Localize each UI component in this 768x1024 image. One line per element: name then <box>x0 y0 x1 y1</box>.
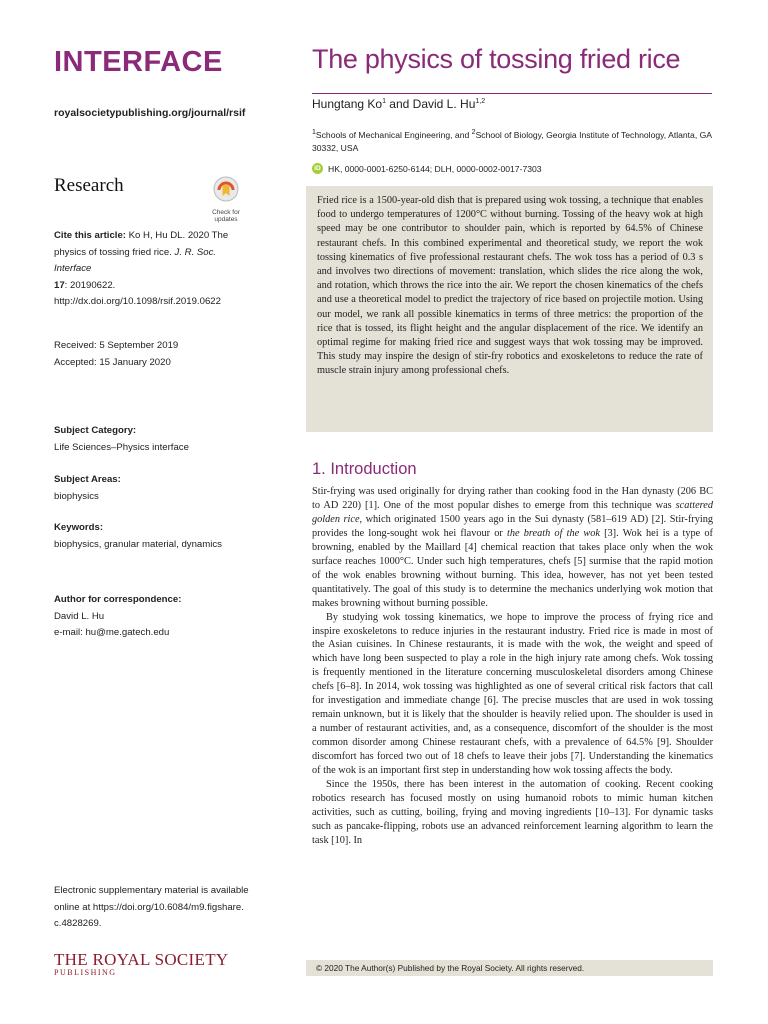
publisher-name: THE ROYAL SOCIETY <box>54 950 229 969</box>
publisher-sub: PUBLISHING <box>54 968 117 977</box>
p1-part-b: , which originated 1500 years ago in the Sui dynasty (581–619 AD) [2]. Stir-frying provides the long-sought wok hei flavour or <box>312 513 713 539</box>
affiliations <box>312 126 717 155</box>
keywords-block <box>54 520 254 553</box>
citation-journal: J. R. Soc. Interface <box>54 246 217 274</box>
p1-italic-1: scattered golden rice <box>312 499 713 525</box>
authors <box>312 97 485 111</box>
journal-logo: INTERFACE <box>54 46 223 78</box>
subject-areas-label: Subject Areas: <box>54 474 121 485</box>
author-separator: and <box>385 97 413 111</box>
esm-line-3[interactable]: c.4828269. <box>54 918 102 929</box>
article-title: The physics of tossing fried rice <box>312 44 681 74</box>
correspondence-name: David L. Hu <box>54 610 105 622</box>
check-for-updates-label <box>204 209 248 223</box>
author-2-affil: 1,2 <box>475 98 486 105</box>
orcid-line <box>312 163 542 174</box>
subject-areas-block <box>54 472 254 505</box>
section-label: Research <box>54 175 124 196</box>
correspondence-label: Author for correspondence: <box>54 594 182 605</box>
correspondence-block <box>54 592 254 642</box>
publisher-logo <box>54 950 228 977</box>
citation-article-number: : 20190622. <box>64 279 116 291</box>
intro-paragraph-2: By studying wok tossing kinematics, we hope to improve the process of frying rice and inspire exoskeletons to reduce injuries in the restaurant industry. Fried rice is made in most of the Asian cuisines. In Chinese restaurants, it is made with the wok, the weight and speed of which have long been suspected to play a role in the high injury rate among chefs. Wok tossing is frequently mentioned in the literature concerning musculoskeletal disorders among Chinese chefs [6–8]. In 2014, wok tossing was highlighted as one of several critical risk factors that call for investigation and immediate change [6]. The precise muscles that are used in wok tossing remain unknown, but it is likely that the shoulder is heavily relied upon. The shoulder is used in a number of restaurant activities, and, as a consequence, discomfort of the shoulder is the most common disorder among Chinese restaurant chefs, with a prevalence of 64.5% [9]. Shoulder discomfort has forced two out of 18 chefs to leave their jobs [7]. Understanding the kinematics of the wok is an important first step in understanding how wok tossing affects the body. <box>312 611 713 777</box>
p1-italic-2: the breath of the wok <box>507 527 600 539</box>
citation-volume: 17 <box>54 279 65 291</box>
copyright-bar: © 2020 The Author(s) Published by the Royal Society. All rights reserved. <box>306 960 713 976</box>
check-for-updates-button[interactable] <box>204 176 248 223</box>
p1-part-c: [3]. Wok hei is a type of browning, enabled by the Maillard [4] chemical reaction that takes place only when the wok surface reaches 1000°C. Under such high temperatures, chefs [5] surmise that the rapid motion of the wok enables browning without burning. This idea, however, has not yet been tested quantitatively. The goal of this study is to determine the mechanics underlying wok motion that makes browning without burning possible. <box>312 527 713 609</box>
check-for-updates-icon <box>213 176 239 202</box>
intro-paragraph-1 <box>312 485 713 611</box>
intro-paragraph-3: Since the 1950s, there has been interest in the automation of cooking. Recent cooking robotics research has focused mostly on using humanoid robots to mimic human kitchen activities, such as cutting, boiling, frying and moving ingredients [10–13]. For dynamic tasks such as pancake-flipping, robots use an advanced reinforcement learning algorithm to learn the task [10]. In <box>312 779 713 846</box>
check-for-updates-line-2: updates <box>214 216 238 223</box>
check-for-updates-line-1: Check for <box>212 209 240 216</box>
section-heading-introduction: 1. Introduction <box>312 460 417 478</box>
title-divider <box>312 93 712 94</box>
esm-line-1: Electronic supplementary material is available <box>54 885 249 896</box>
dates-block <box>54 338 254 371</box>
citation-text: Ko H, Hu DL. 2020 The physics of tossing fried rice. <box>54 230 229 258</box>
keywords: biophysics, granular material, dynamics <box>54 538 222 550</box>
p1-part-a: Stir-frying was used originally for drying rather than cooking food in the Han dynasty (206 BC to AD 220) [1]. One of the most popular dishes to emerge from this technique was <box>312 486 713 511</box>
subject-category-label: Subject Category: <box>54 425 137 436</box>
affil-text-1: Schools of Mechanical Engineering, and <box>315 129 472 140</box>
received-date: Received: 5 September 2019 <box>54 340 179 351</box>
abstract-box <box>306 186 713 432</box>
citation-block <box>54 228 254 311</box>
affil-sup-2: 2 <box>471 129 476 136</box>
affil-text-2: School of Biology, Georgia Institute of Technology, Atlanta, GA 30332, USA <box>312 129 712 153</box>
keywords-label: Keywords: <box>54 522 104 533</box>
author-2[interactable]: David L. Hu <box>412 97 476 111</box>
subject-areas: biophysics <box>54 490 99 502</box>
citation-label: Cite this article: <box>54 230 126 241</box>
subject-category: Life Sciences–Physics interface <box>54 441 189 453</box>
abstract-text: Fried rice is a 1500-year-old dish that is prepared using wok tossing, a technique that enables food to undergo temperatures of 1200°C without burning. Tossing of the heavy wok at high speed may be one contributor to shoulder pain, which is reported by 64.5% of Chinese restaurant chefs. In this combined experimental and theoretical study, we report the wok tossing kinematics of five professional restaurant chefs. The wok toss has a period of 0.3 s and involves two directions of movement: translation, which slides the rice along the wok, and rotation, which throws the rice into the air. We report the chosen kinematics of the chefs and use a theoretical model to predict the trajectory of rice based on projectile motion. Using our model, we rank all possible kinematics in terms of three metrics: the proportion of the rice that is tossed, its flight height and the angular displacement of the rice. We identify an optimal regime for making fried rice and suggest ways that wok tossing may be improved. This study may inspire the design of stir-fry robotics and exoskeletons to reduce the rate of muscle strain injury among professional chefs. <box>317 195 703 377</box>
accepted-date: Accepted: 15 January 2020 <box>54 356 171 368</box>
citation-doi-link[interactable]: http://dx.doi.org/10.1098/rsif.2019.0622 <box>54 296 221 307</box>
journal-url[interactable]: royalsocietypublishing.org/journal/rsif <box>54 107 246 119</box>
author-1[interactable]: Hungtang Ko <box>312 97 383 111</box>
orcid-ids[interactable]: HK, 0000-0001-6250-6144; DLH, 0000-0002-0017-7303 <box>328 163 542 174</box>
supplementary-material-note <box>54 883 254 933</box>
orcid-icon[interactable]: iD <box>312 163 323 174</box>
author-1-affil: 1 <box>382 98 386 105</box>
affil-sup-1: 1 <box>312 129 316 136</box>
introduction-body <box>312 485 713 848</box>
correspondence-email[interactable]: e-mail: hu@me.gatech.edu <box>54 627 170 638</box>
subject-category-block <box>54 423 254 456</box>
esm-line-2[interactable]: online at https://doi.org/10.6084/m9.figshare. <box>54 901 244 913</box>
